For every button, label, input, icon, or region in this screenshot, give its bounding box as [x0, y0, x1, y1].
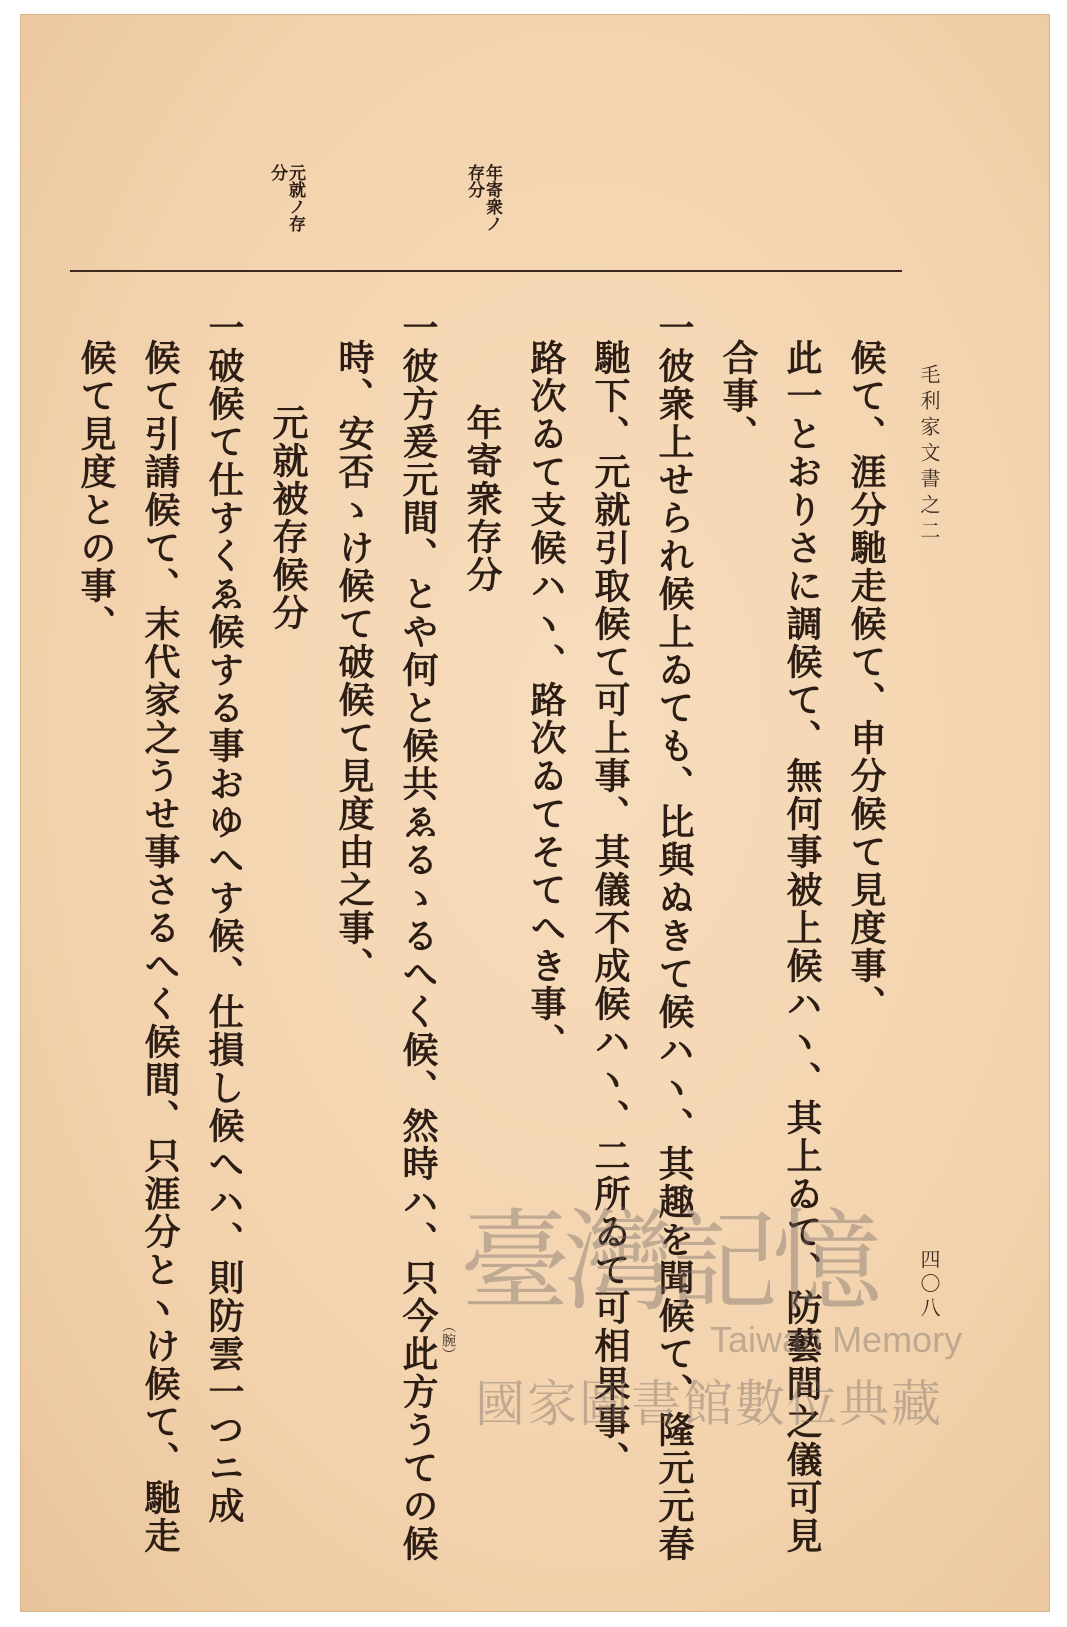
- text-column-1: 候て、涯分馳走候て、申分候て見度事、: [845, 339, 887, 1023]
- section-heading-motonari: 元就被存候分: [267, 404, 309, 632]
- interlinear-gloss: （腕）: [440, 1319, 456, 1361]
- watermark-chinese: 國家圖書館數位典藏: [475, 1375, 943, 1433]
- marginal-note-line: 存分: [464, 164, 484, 198]
- marginal-note-line: 元就ノ存: [285, 164, 305, 232]
- running-header: 毛利家文書之二: [917, 364, 941, 546]
- text-column-5: 馳下、元就引取候て可上事、其儀不成候ハヽ、二所ゐて可相果事、: [589, 339, 631, 1479]
- text-column-13: 候て見度との事、: [75, 339, 117, 643]
- marginal-note-motonari: [268, 164, 304, 232]
- page-number: 四〇八: [917, 1249, 941, 1321]
- document-page: [20, 14, 1050, 1612]
- text-column-8: 一彼方爰元間、とや何と候共ゑるゝるへく候、然時ハ、只今此方うての候: [397, 309, 439, 1563]
- text-column-6: 路次ゐて支候ハヽ、路次ゐてそてへき事、: [525, 339, 567, 1061]
- text-column-4: 一彼衆上せられ候上ゐても、比與ぬきて候ハヽ、其趣を聞候て、隆元元春: [653, 309, 695, 1563]
- marginal-note-line: 分: [267, 164, 287, 181]
- text-column-12: 候て引請候て、末代家之うせ事さるへく候間、只涯分とヽけ候て、馳走: [139, 339, 181, 1555]
- marginal-note-line: 年寄衆ノ: [482, 164, 502, 232]
- text-column-3: 合事、: [717, 339, 759, 453]
- marginal-note-elders: [465, 164, 501, 232]
- section-heading-elders: 年寄衆存分: [461, 404, 503, 594]
- text-column-9: 時、安否ゝけ候て破候て見度由之事、: [333, 339, 375, 985]
- text-column-11: 一破候て仕すくゑ候する事おゆへす候、仕損し候へハ、則防雲一つニ成: [203, 309, 245, 1525]
- watermark-english: Taiwan Memory: [710, 1319, 963, 1360]
- header-rule: [70, 270, 902, 272]
- text-column-2: 此一とおりさに調候て、無何事被上候ハヽ、其上ゐて、防藝間之儀可見: [781, 339, 823, 1555]
- watermark-calligraphy: 臺灣記憶: [460, 1198, 876, 1326]
